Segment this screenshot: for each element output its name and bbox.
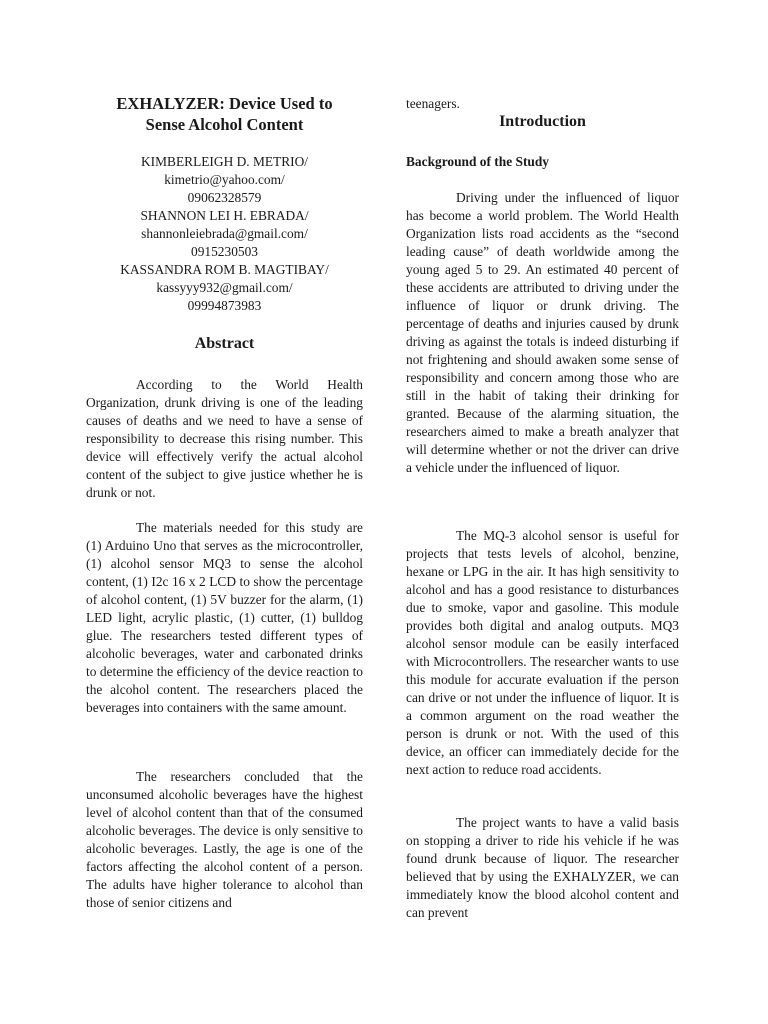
abstract-paragraph-2: The materials needed for this study are (1) Arduino Uno that serves as the microcontroller, (1) alcohol sensor MQ3 to sense the alcohol content, (1) I2c 16 x 2 LCD to show the percentage of alcohol content, (1) 5V buzzer for the alarm, (1) LED light, acrylic plastic, (1) cutter, (1) bulldog glue. The researchers tested different types of alcoholic beverages, water and carbonated drinks to determine the efficiency of the device reaction to the alcohol content. The researchers placed the beverages into containers with the same amount.	[86, 520, 363, 715]
intro-paragraph-1: Driving under the influenced of liquor has become a world problem. The World Health Organization lists road accidents as the “second leading cause” of death worldwide among the young aged 5 to 29. An estimated 40 percent of these accidents are attributed to driving under the influence of liquor or drunk driving. The percentage of deaths and injuries caused by drunk driving as against the totals is indeed disturbing if not frightening and should awaken some sense of responsibility and concern among those who are still in the habit of taking their drinking for granted. Because of the alarming situation, the researchers aimed to make a breath analyzer that will determine whether or not the driver can drive a vehicle under the influenced of liquor.	[406, 190, 679, 475]
author-3-phone: 09994873983	[187, 298, 262, 313]
title-line-1: EXHALYZER: Device Used to	[116, 94, 333, 113]
author-2-email: shannonleiebrada@gmail.com/	[141, 226, 308, 241]
author-2-phone: 0915230503	[191, 244, 258, 259]
author-3-email: kassyyy932@gmail.com/	[156, 280, 293, 295]
author-1-email: kimetrio@yahoo.com/	[164, 172, 285, 187]
continuation-text: teenagers.	[406, 96, 460, 111]
intro-paragraph-3: The project wants to have a valid basis on stopping a driver to ride his vehicle if he was found drunk because of liquor. The researcher believed that by using the EXHALYZER, we can immediately know the blood alcohol content and can prevent	[406, 815, 679, 920]
author-1-phone: 09062328579	[187, 190, 262, 205]
paper-title	[86, 93, 363, 135]
author-1-name: KIMBERLEIGH D. METRIO/	[141, 154, 308, 169]
title-line-2: Sense Alcohol Content	[145, 115, 304, 134]
background-subheading: Background of the Study	[406, 154, 549, 169]
author-2-name: SHANNON LEI H. EBRADA/	[140, 208, 309, 223]
abstract-heading: Abstract	[194, 335, 255, 352]
author-3-name: KASSANDRA ROM B. MAGTIBAY/	[120, 262, 329, 277]
intro-paragraph-2: The MQ-3 alcohol sensor is useful for projects that tests levels of alcohol, benzine, hexane or LPG in the air. It has high sensitivity to alcohol and has a good resistance to disturbances due to smoke, vapor and gasoline. This module provides both digital and analog outputs. MQ3 alcohol sensor module can be easily interfaced with Microcontrollers. The researcher wants to use this module for accurate evaluation if the person can drive or not under the influence of liquor. It is a common argument on the road weather the person is drunk or not. With the used of this device, an officer can immediately decide for the next action to reduce road accidents.	[406, 528, 679, 777]
abstract-paragraph-1: According to the World Health Organization, drunk driving is one of the leading causes of deaths and we need to have a sense of responsibility to decrease this rising number. This device will effectively verify the actual alcohol content of the subject to give justice whether he is drunk or not.	[86, 377, 363, 500]
abstract-paragraph-3: The researchers concluded that the unconsumed alcoholic beverages have the highest level of alcohol content than that of the consumed alcoholic beverages. The device is only sensitive to alcoholic beverages. Lastly, the age is one of the factors affecting the alcohol content of a person. The adults have higher tolerance to alcohol than those of senior citizens and	[86, 769, 363, 910]
introduction-heading: Introduction	[499, 113, 586, 130]
